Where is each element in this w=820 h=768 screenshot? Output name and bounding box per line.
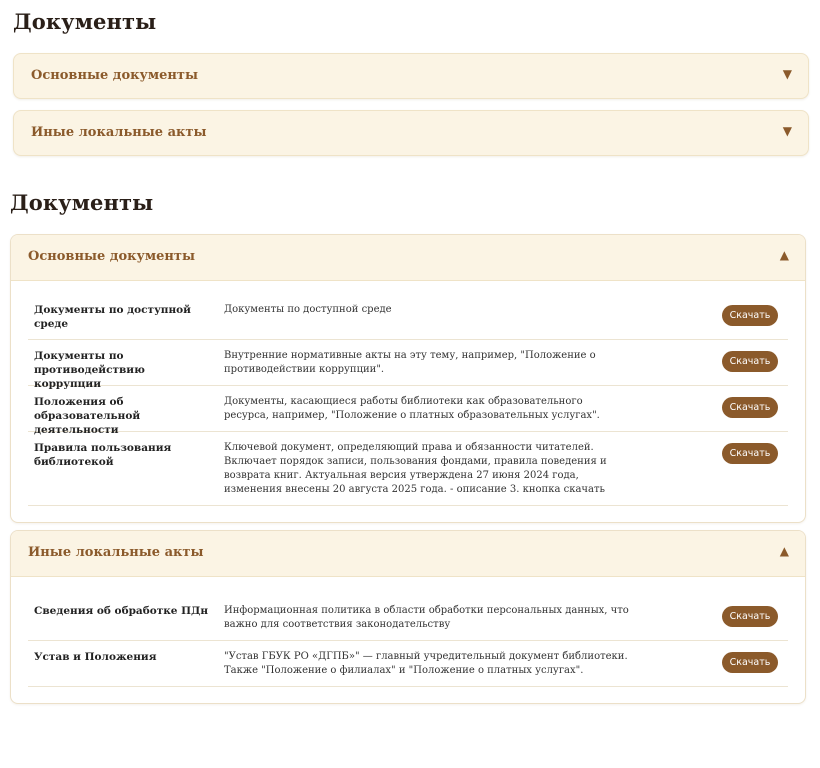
document-name: Устав и Положения: [34, 651, 157, 663]
chevron-up-icon: ▲: [779, 248, 789, 262]
download-button[interactable]: Скачать: [722, 443, 778, 464]
accordion-other-acts: [10, 530, 806, 704]
accordion-basic-documents-collapsed[interactable]: [13, 53, 809, 99]
document-list: [11, 281, 805, 522]
document-description: Документы, касающиеся работы библиотеки как образовательного ресурса, например, "Положение о платных образовательных услугах".: [224, 396, 600, 421]
accordion-other-acts-collapsed[interactable]: [13, 110, 809, 156]
chevron-up-icon: ▲: [779, 544, 789, 558]
document-name: Сведения об обработке ПДн: [34, 605, 209, 617]
document-description: Информационная политика в области обработки персональных данных, что важно для соответствия законодательству: [224, 605, 629, 630]
accordion-basic-documents: [10, 234, 806, 523]
document-description: "Устав ГБУК РО «ДГПБ»" — главный учредительный документ библиотеки. Также "Положение о филиалах" и "Положение о платных услугах".: [224, 651, 628, 676]
accordion-title: Основные документы: [28, 249, 196, 264]
download-button[interactable]: Скачать: [722, 305, 778, 326]
download-button[interactable]: Скачать: [722, 652, 778, 673]
document-list: [11, 577, 805, 703]
document-description: Внутренние нормативные акты на эту тему, например, "Положение о противодействии коррупции".: [224, 350, 596, 375]
document-description: Документы по доступной среде: [224, 304, 392, 315]
document-row: [28, 386, 788, 436]
document-row: [28, 432, 788, 506]
chevron-down-icon: ▼: [782, 124, 792, 138]
accordion-title: Основные документы: [31, 68, 199, 83]
accordion-header[interactable]: [11, 531, 805, 577]
document-name: Правила пользования библиотекой: [34, 442, 172, 468]
chevron-down-icon: ▼: [782, 67, 792, 81]
document-description: Ключевой документ, определяющий права и обязанности читателей. Включает порядок записи, пользования фондами, правила поведения и возврата книг. Актуальная версия утверждена 27 июня 2024 года, изменения внесены 20 августа 2025 года. - описание 3. кнопка скачать: [224, 442, 607, 495]
download-button[interactable]: Скачать: [722, 606, 778, 627]
document-row: [28, 294, 788, 340]
document-row: [28, 340, 788, 390]
download-button[interactable]: Скачать: [722, 351, 778, 372]
document-name: Документы по доступной среде: [34, 304, 191, 330]
document-name: Документы по противодействию коррупции: [34, 350, 145, 390]
section-title: Документы: [10, 190, 154, 215]
accordion-title: Иные локальные акты: [28, 545, 204, 560]
accordion-header[interactable]: [11, 235, 805, 281]
document-row: [28, 641, 788, 687]
page-title: Документы: [13, 9, 157, 34]
document-name: Положения об образовательной деятельности: [34, 396, 141, 436]
download-button[interactable]: Скачать: [722, 397, 778, 418]
document-row: [28, 595, 788, 641]
accordion-title: Иные локальные акты: [31, 125, 207, 140]
